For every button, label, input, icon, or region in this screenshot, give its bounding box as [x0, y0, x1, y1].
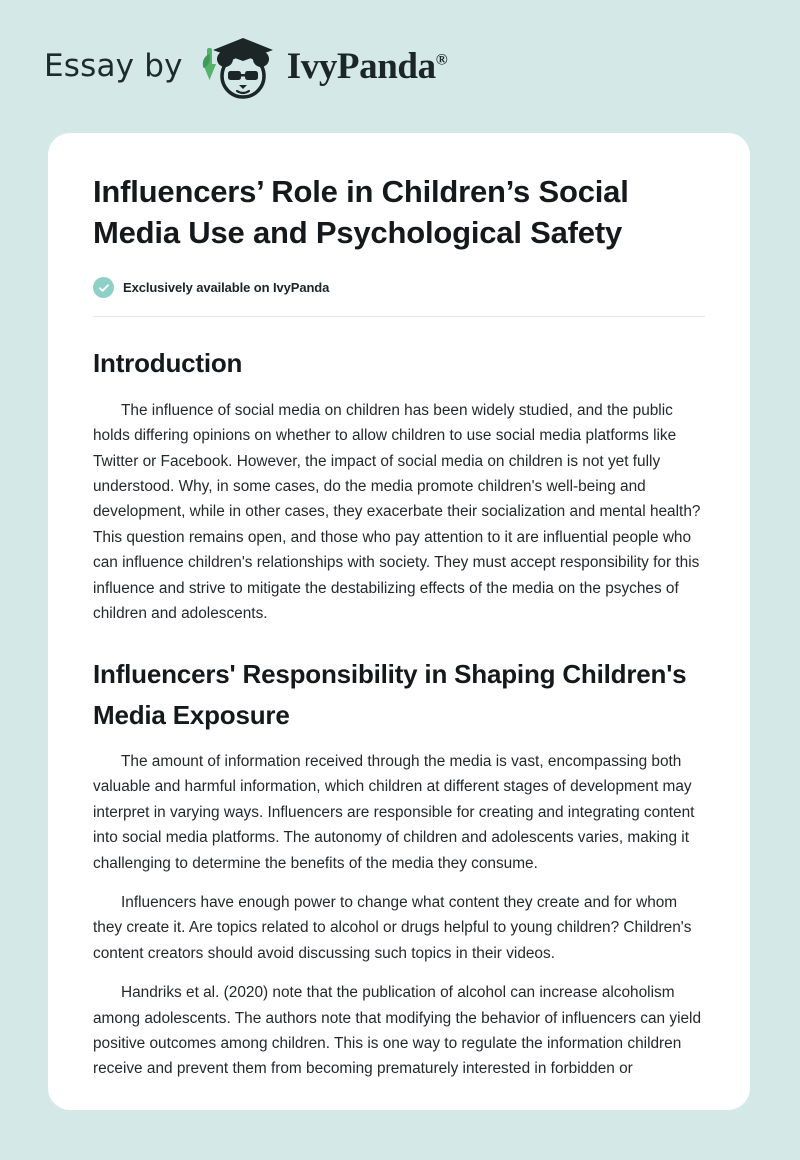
header-divider — [93, 316, 705, 317]
paragraph: The influence of social media on children has been widely studied, and the public holds differing opinions on whether to allow children to use social media platforms like Twitter or Facebook. However, the impact of social media on children is not yet fully understood. Why, in some cases, do the media promote children's well-being and development, while in other cases, they exacerbate their socialization and mental health? This question remains open, and those who pay attention to it are influential people who can influence children's relationships with society. They must accept responsibility for this influence and strive to mitigate the destabilizing effects of the media on the psyches of children and adolescents. — [93, 401, 701, 622]
check-circle-icon — [93, 277, 114, 298]
page-title: Influencers’ Role in Children’s Social Media Use and Psychological Safety — [93, 174, 629, 251]
brand-header — [0, 0, 800, 133]
paragraph: Handriks et al. (2020) note that the publication of alcohol can increase alcoholism among adolescents. The authors note that modifying the behavior of influencers can yield positive outcomes among children. This is one way to regulate the information children receive and prevent them from becoming prematurely interested in forbidden or — [93, 984, 702, 1078]
brand-wordmark — [287, 48, 448, 85]
section-heading-introduction: Introduction — [93, 348, 243, 379]
essay-document-card — [48, 133, 750, 1110]
paragraph: The amount of information received through the media is vast, encompassing both valuable and harmful information, which children at different stages of development may interpret in varying ways. Influencers are responsible for creating and integrating content into social media platforms. The autonomy of children and adolescents varies, making it challenging to determine the benefits of the media they consume. — [93, 752, 695, 872]
brand-prefix-text: Essay by — [44, 48, 183, 84]
panda-graduate-logo-icon — [193, 34, 285, 100]
status-badge — [93, 277, 705, 298]
brand-wordmark-text: IvyPanda — [286, 46, 436, 87]
section-heading-influencers-responsibility: Influencers' Responsibility in Shaping Children's Media Exposure — [93, 659, 687, 730]
registered-trademark-symbol: ® — [435, 51, 448, 69]
paragraph: Influencers have enough power to change what content they create and for whom they create it. Are topics related to alcohol or drugs helpful to young children? Children's content creators should avoid discussing such topics in their videos. — [93, 894, 692, 962]
status-badge-label: Exclusively available on IvyPanda — [123, 280, 330, 296]
